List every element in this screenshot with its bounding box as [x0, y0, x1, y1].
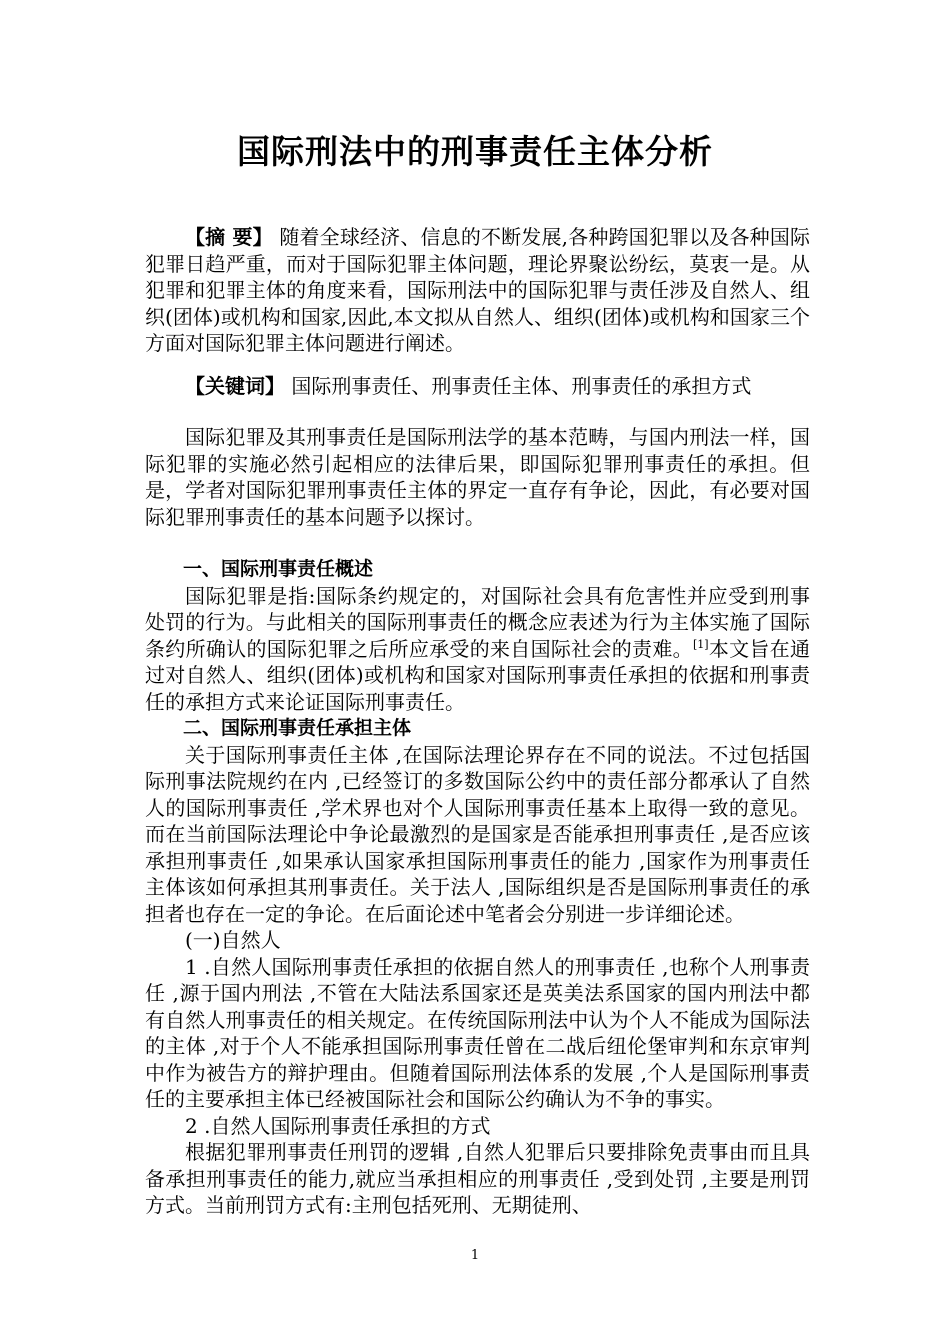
item-heading-method: 2 .自然人国际刑事责任承担的方式	[185, 1113, 491, 1138]
section-paragraph-overview	[145, 583, 810, 716]
overview-text-continued: 本文旨在通过对自然人、组织(团体)或机构和国家对国际刑事责任承担的依据和刑事责任的承担方式来论证国际刑事责任。	[145, 636, 811, 714]
section-heading-overview: 一、国际刑事责任概述	[183, 558, 374, 580]
section-heading-subjects: 二、国际刑事责任承担主体	[183, 717, 412, 739]
page-number: 1	[470, 1248, 480, 1263]
footnote-reference: [1]	[692, 637, 709, 651]
overview-text: 国际犯罪是指:国际条约规定的，对国际社会具有危害性并应受到刑事处罚的行为。与此相关的国际刑事责任的概念应表述为行为主体实施了国际条约所确认的国际犯罪之后所应承受的来自国际社会的责难。	[145, 583, 810, 661]
abstract-label: 【摘 要】	[185, 225, 273, 249]
keywords-label: 【关键词】	[185, 374, 285, 398]
main-text	[145, 424, 810, 1219]
document-title: 国际刑法中的刑事责任主体分析	[237, 132, 713, 171]
section-paragraph-subjects: 关于国际刑事责任主体 ,在国际法理论界存在不同的说法。不过包括国际刑事法院规约在内 ,已经签订的多数国际公约中的责任部分都承认了自然人的国际刑事责任 ,学术界也对个人国际刑事责任基本上取得一致的意见。而在当前国际法理论中争论最激烈的是国家是否能承担刑事责任 ,是否应该承担刑事责任 ,如果承认国家承担国际刑事责任的能力 ,国家作为刑事责任主体该如何承担其刑事责任。关于法人 ,国际组织是否是国际刑事责任的承担者也存在一定的争论。在后面论述中笔者会分别进一步详细论述。	[145, 742, 810, 926]
subsection-heading-natural-person: (一)自然人	[185, 928, 281, 952]
item-paragraph-method: 根据犯罪刑事责任刑罚的逻辑 ,自然人犯罪后只要排除免责事由而且具备承担刑事责任的能力,就应当承担相应的刑事责任 ,受到处罚 ,主要是刑罚方式。当前刑罚方式有:主刑包括死刑、无期徒刑、	[145, 1140, 810, 1217]
abstract-text: 随着全球经济、信息的不断发展,各种跨国犯罪以及各种国际犯罪日趋严重，而对于国际犯罪主体问题，理论界聚讼纷纭，莫衷一是。从犯罪和犯罪主体的角度来看，国际刑法中的国际犯罪与责任涉及自然人、组织(团体)或机构和国家,因此,本文拟从自然人、组织(团体)或机构和国家三个方面对国际犯罪主体问题进行阐述。	[145, 225, 810, 355]
keywords	[145, 373, 810, 400]
keywords-text: 国际刑事责任、刑事责任主体、刑事责任的承担方式	[285, 374, 752, 398]
abstract	[145, 224, 810, 357]
intro-paragraph: 国际犯罪及其刑事责任是国际刑法学的基本范畴，与国内刑法一样，国际犯罪的实施必然引起相应的法律后果，即国际犯罪刑事责任的承担。但是，学者对国际犯罪刑事责任主体的界定一直存有争论，因此，有必要对国际犯罪刑事责任的基本问题予以探讨。	[145, 425, 810, 529]
item-paragraph-basis: 1 .自然人国际刑事责任承担的依据自然人的刑事责任 ,也称个人刑事责任 ,源于国内刑法 ,不管在大陆法系国家还是英美法系国家的国内刑法中都有自然人刑事责任的相关规定。在传统国际刑法中认为个人不能成为国际法的主体 ,对于个人不能承担国际刑事责任曾在二战后纽伦堡审判和东京审判中作为被告方的辩护理由。但随着国际刑法体系的发展 ,个人是国际刑事责任的主要承担主体已经被国际社会和国际公约确认为不争的事实。	[145, 954, 810, 1111]
